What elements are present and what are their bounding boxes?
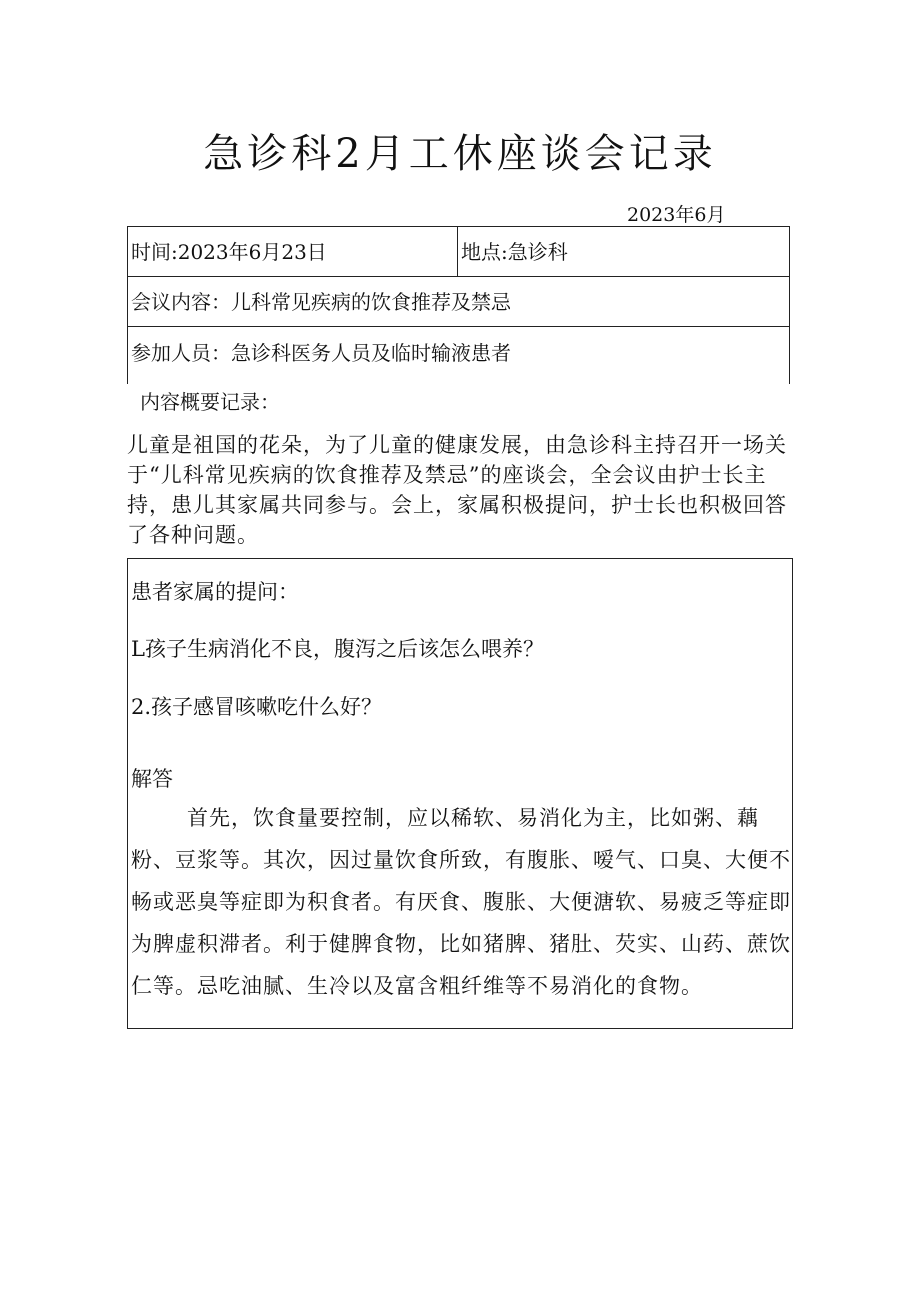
question-item: L孩子生病消化不良，腹泻之后该怎么喂养？ bbox=[131, 637, 544, 661]
meeting-time: 时间:2023年6月23日 bbox=[131, 240, 327, 264]
answer-paragraph: 首先，饮食量要控制，应以稀软、易消化为主，比如粥、藕粉、豆浆等。其次，因过量饮食所致，有腹胀、嗳气、口臭、大便不畅或恶臭等症即为积食者。有厌食、腹胀、大便溏软、易疲乏等症即为脾虚积滞者。利于健脾食物，比如猪脾、猪肚、芡实、山药、蔗饮仁等。忌吃油腻、生冷以及富含粗纤维等不易消化的食物。 bbox=[131, 806, 791, 998]
document-title: 急诊科2月工休座谈会记录 bbox=[203, 131, 717, 177]
summary-label: 内容概要记录： bbox=[140, 390, 280, 414]
meta-row-time-place bbox=[127, 226, 790, 276]
meeting-content: 会议内容：儿科常见疾病的饮食推荐及禁忌 bbox=[131, 290, 511, 314]
document-date: 2023年6月 bbox=[627, 204, 726, 226]
meeting-participants: 参加人员：急诊科医务人员及临时输液患者 bbox=[131, 341, 511, 365]
question-item: 2.孩子感冒咳嗽吃什么好？ bbox=[131, 695, 383, 719]
qa-box bbox=[127, 558, 793, 1029]
answer-heading: 解答 bbox=[131, 767, 173, 791]
meta-row-participants bbox=[127, 326, 790, 384]
intro-paragraph: 儿童是祖国的花朵，为了儿童的健康发展，由急诊科主持召开一场关于“儿科常见疾病的饮食推荐及禁忌”的座谈会，全会议由护士长主持，患儿其家属共同参与。会上，家属积极提问，护士长也积极回答了各种问题。 bbox=[127, 433, 787, 547]
questions-heading: 患者家属的提问： bbox=[131, 580, 299, 604]
cell-divider bbox=[457, 227, 458, 276]
meta-row-content bbox=[127, 276, 790, 326]
meeting-place: 地点:急诊科 bbox=[461, 240, 568, 264]
